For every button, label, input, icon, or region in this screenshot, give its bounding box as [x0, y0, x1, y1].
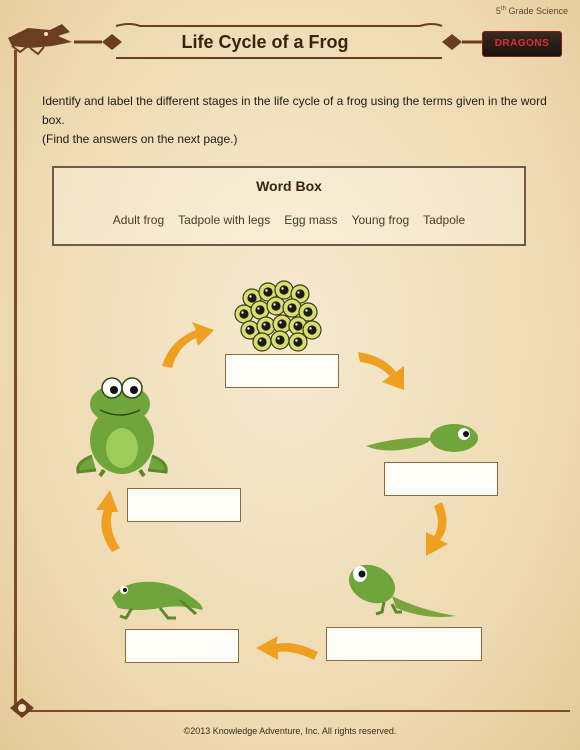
- word-egg-mass: Egg mass: [284, 213, 338, 227]
- answer-box-tadpole-with-legs[interactable]: [326, 627, 482, 661]
- instruction-text: Identify and label the different stages in the life cycle of a frog using the terms given in the word box.: [42, 94, 547, 127]
- page-title: Life Cycle of a Frog: [181, 32, 349, 52]
- word-box-title: Word Box: [256, 178, 322, 194]
- tadpole-with-legs-image: [343, 558, 456, 617]
- word-tadpole: Tadpole: [423, 213, 466, 227]
- answer-box-tadpole[interactable]: [384, 462, 498, 496]
- word-tadpole-with-legs: Tadpole with legs: [178, 213, 271, 227]
- grade-label: 5th Grade Science: [495, 6, 568, 16]
- answer-box-young-frog[interactable]: [125, 629, 239, 663]
- instruction-note: (Find the answers on the next page.): [42, 132, 238, 146]
- egg-mass-image: [235, 281, 321, 351]
- tadpole-image: [366, 424, 478, 452]
- young-frog-image: [112, 582, 203, 618]
- copyright-notice: ©2013 Knowledge Adventure, Inc. All rights reserved.: [183, 726, 397, 736]
- adult-frog-image: [78, 378, 166, 476]
- word-adult-frog: Adult frog: [112, 213, 165, 227]
- answer-box-egg-mass[interactable]: [225, 354, 339, 388]
- word-young-frog: Young frog: [351, 213, 410, 227]
- dragons-logo: DRAGONS: [482, 31, 562, 57]
- answer-box-adult-frog[interactable]: [127, 488, 241, 522]
